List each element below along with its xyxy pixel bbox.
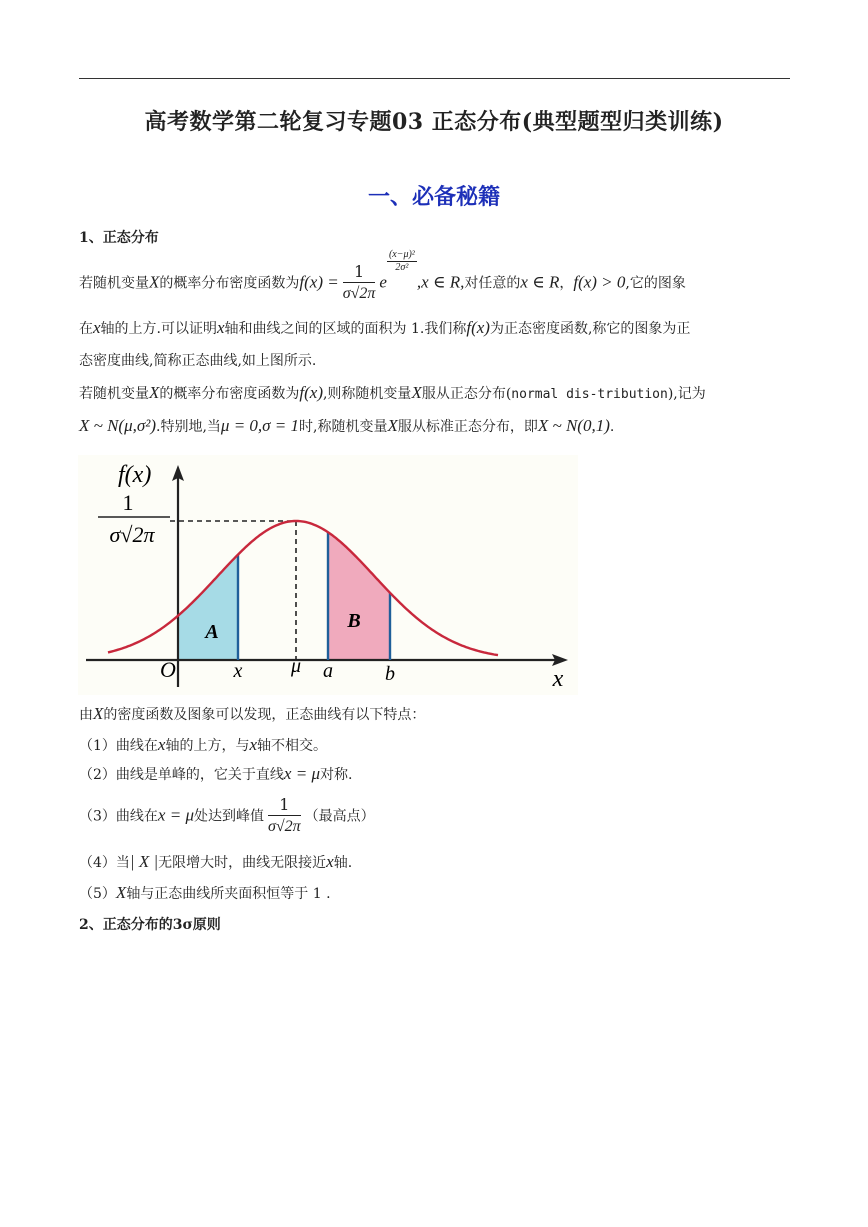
section-heading: 一、必备秘籍 [367, 184, 500, 210]
origin-label: O [160, 657, 176, 682]
x-axis-label: x [552, 666, 564, 692]
paragraph-line2: 在x轴的上方.可以证明x轴和曲线之间的区域的面积为 1.我们称f(x)为正态密度函数,称它的图象为正 [79, 318, 691, 337]
peak-label-numerator: 1 [122, 490, 134, 515]
paragraph-line3: 态密度曲线,简称正态曲线,如上图所示. [79, 353, 317, 369]
paragraph-line5: X ~ N(μ,σ²).特别地,当μ = 0,σ = 1时,称随机变量X服从标准正态分布，即X ~ N(0,1). [79, 416, 615, 435]
tick-label-a: a [323, 660, 333, 682]
tick-label-x: x [233, 660, 243, 682]
features-intro: 由X的密度函数及图象可以发现，正态曲线有以下特点： [79, 704, 426, 723]
formula-exponent: $\frac{\text{(x−μ)²}}{\text{2σ²}}$ [388, 248, 415, 273]
feature-3: （3）曲线在x = μ处达到峰值 $\frac{1}{\sigma√2\pi}$ （最高点） [79, 795, 375, 838]
topic1-heading: 1、正态分布 [79, 230, 159, 246]
paragraph-line4: 若随机变量X的概率分布密度函数为f(x),则称随机变量X服从正态分布(normal dis-tribution),记为 [79, 383, 706, 402]
topic2-heading: 2、正态分布的3σ原则 [79, 917, 221, 933]
top-rule [79, 78, 790, 79]
tick-label-b: b [385, 663, 395, 685]
normal-curve-figure [78, 455, 578, 695]
feature-2: （2）曲线是单峰的，它关于直线x = μ对称. [79, 764, 353, 783]
peak-value-fraction: $\frac{1}{\sigma√2\pi}$ [267, 795, 301, 835]
peak-label-denominator: σ√2π [109, 522, 155, 547]
tick-label-mu: μ [290, 655, 302, 677]
feature-5: （5）X轴与正态曲线所夹面积恒等于 1 . [79, 883, 331, 902]
y-axis-label: f(x) [118, 462, 152, 488]
formula-fraction: $\frac{1}{\sigma√2\pi}$ [342, 262, 376, 302]
formula-fx: f(x) = [299, 272, 339, 292]
feature-4: （4）当| X |无限增大时，曲线无限接近x轴. [79, 852, 353, 871]
page-title: 高考数学第二轮复习专题03 正态分布(典型题型归类训练) [144, 109, 724, 135]
paragraph-density-definition: 若随机变量X的概率分布密度函数为f(x) = $\frac{1}{\sigma√2\pi}$ e $\frac{\text{(x−μ)²}}{\text{2σ²}}$ ,x ∈ R,对任意的x ∈ R，f(x) > 0,它的图象 [79, 262, 686, 305]
region-b-label: B [347, 610, 361, 632]
feature-1: （1）曲线在x轴的上方，与x轴不相交。 [79, 735, 328, 754]
region-a-label: A [205, 621, 219, 643]
